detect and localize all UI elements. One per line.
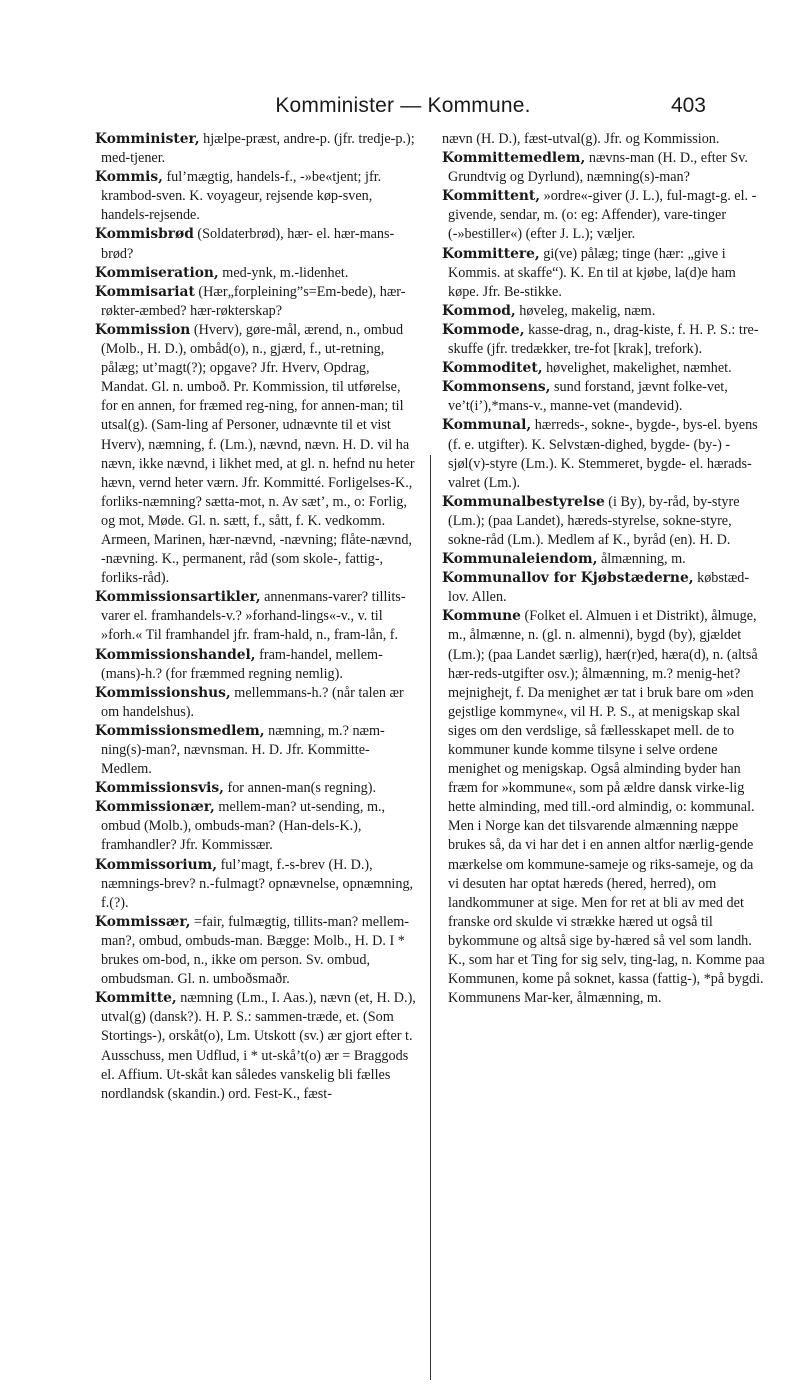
- definition: næmning (Lm., I. Aas.), nævn (et, H. D.), utval(g) (dansk?). H. P. S.: sammen-træde, et. (Som Stortings-), orskåt(o), Lm. Utskott (sv.) ær gjort efter t. Ausschuss, men Udflud, i * ut-skå’t(o) ær = Braggods el. Affium. Ut-skåt kan således vanskelig bli fælles nordlandsk (skandin.) ord. Fest-K., fæst-: [101, 990, 416, 1102]
- dictionary-entry: [95, 130, 417, 168]
- definition: fram-handel, mellem-(mans)-h.? (for fræmmed regning nemlig).: [101, 646, 383, 682]
- definition: =fair, fulmægtig, tillits-man? mellem-man?, ombud, ombuds-man. Bægge: Molb., H. D. I * brukes om-bod, n., ikke om person. Sv. ombud, ombudsman. Gl. n. umboðsmaðr.: [101, 913, 410, 988]
- definition: (Hær„forpleining”s=Em-bede), hær-røkter-æmbed? hær-røkterskap?: [101, 283, 406, 319]
- definition: »ordre«-giver (J. L.), ful-magt-g. el. -givende, sendar, m. (o: eg: Affender), vare-tinger (-»bestiller«) (efter J. L.); væljer.: [448, 188, 757, 243]
- headword: Kommoditet,: [442, 360, 543, 377]
- headword: Kommissionshus,: [95, 684, 231, 701]
- headword: Kommissær,: [95, 913, 191, 930]
- dictionary-entry: [95, 264, 417, 283]
- dictionary-entry: [95, 684, 417, 722]
- dictionary-entry: [95, 321, 417, 588]
- headword: Kommissionsvis,: [95, 780, 224, 797]
- dictionary-entry: [442, 302, 766, 321]
- dictionary-entry: [95, 856, 417, 913]
- headword: Kommod,: [442, 302, 516, 319]
- dictionary-entry: [95, 588, 417, 645]
- dictionary-entry: [442, 321, 766, 359]
- dictionary-entry: [442, 569, 766, 607]
- column-divider: [430, 455, 431, 1380]
- dictionary-entry: [442, 378, 766, 416]
- headword: Komminister,: [95, 131, 200, 147]
- dictionary-entry: [95, 913, 417, 989]
- right-column: [442, 130, 766, 1008]
- definition: annenmans-varer? tillits-varer el. framhandels-v.? »forhand-lings«-v., v. til »forh.« Til framhandel jfr. fram-hald, n., fram-lån, f.: [101, 589, 406, 644]
- dictionary-entry: [95, 225, 417, 263]
- headword: Kommissionær,: [95, 799, 215, 816]
- definition: mellemmans-h.? (når talen ær om handelshus).: [101, 684, 404, 720]
- headword: Kommiseration,: [95, 264, 219, 281]
- headword: Kommittere,: [442, 245, 540, 262]
- definition: hjælpe-præst, andre-p. (jfr. tredje-p.); med-tjener.: [101, 131, 415, 167]
- headword: Kommittemedlem,: [442, 150, 586, 167]
- left-column: [95, 130, 417, 1104]
- definition: med-ynk, m.-lidenhet.: [218, 264, 349, 281]
- definition: høveleg, makelig, næm.: [515, 302, 656, 319]
- definition: hærreds-, sokne-, bygde-, bys-el. byens (f. e. utgifter). K. Selvstæn-dighed, bygde- (by-) -sjøl(v)-styre (Lm.). K. Stemmeret, bygde- el. hærads-valret (Lm.).: [448, 417, 758, 491]
- dictionary-entry: [442, 187, 766, 244]
- dictionary-entry: [442, 130, 766, 149]
- headword: Kommittent,: [442, 188, 541, 205]
- headword: Kommissionsartikler,: [95, 589, 261, 606]
- headword: Kommissorium,: [95, 856, 218, 873]
- dictionary-entry: [95, 283, 417, 321]
- headword: Kommode,: [442, 321, 525, 338]
- dictionary-entry: [95, 722, 417, 779]
- definition: kasse-drag, n., drag-kiste, f. H. P. S.: tre-skuffe (jfr. tredækker, tre-fot [krak], trefork).: [448, 321, 759, 358]
- page-title: Komminister — Kommune.: [275, 94, 531, 117]
- definition: sund forstand, jævnt folke-vet, ve’t(i’),*mans-v., manne-vet (mandevid).: [448, 379, 728, 415]
- headword: Kommunaleiendom,: [442, 551, 598, 568]
- headword: Kommisariat: [95, 283, 195, 300]
- definition: ful’magt, f.-s-brev (H. D.), næmnings-brev? n.-fulmagt? opnævnelse, opnæmning, f.(?).: [101, 856, 414, 911]
- dictionary-entry: [442, 359, 766, 378]
- dictionary-entry: [442, 550, 766, 569]
- definition: nævn (H. D.), fæst-utval(g). Jfr. og Kommission.: [442, 131, 720, 147]
- headword: Kommis,: [95, 169, 163, 186]
- headword: Kommunallov for Kjøbstæderne,: [442, 570, 694, 587]
- dictionary-entry: [95, 989, 417, 1104]
- definition: (Hverv), gøre-mål, ærend, n., ombud (Molb., H. D.), ombåd(o), n., gjærd, f., ut-retning, pålæg; ut’magt(?); opgave? Jfr. Hverv, Opdrag, Mandat. Gl. n. umboð. Pr. Kommission, til utførelse, for en annen, for fræmed reg-ning, for annen-man; til utsal(g). (Sam-ling af Personer, udnævnte til et vist Hverv), næmning, f. (Lm.), nævnd, nævn. H. D. vil ha nævn, ikke nævnd, i likhet med, at gl. n. hefnd nu heter hævn, vernd heter værn. Jfr. Kommitté. Forligelses-K., forliks-næmning? sætta-mot, n. Av sæt’, m., o: Forlig, og mot, Møde. Gl. n. sætt, f., sått, f. K. vedkomm. Armeen, Marinen, hær-nævnd, -nævning; flåte-nævnd, -nævning. K., permanent, råd (som skole-, fattig-, forliks-råd).: [101, 321, 415, 587]
- headword: Kommunalbestyrelse: [442, 493, 605, 510]
- definition: høvelighet, makelighet, næmhet.: [542, 360, 732, 377]
- dictionary-entry: [442, 245, 766, 302]
- headword: Kommunal,: [442, 417, 532, 434]
- headword: Kommissionsmedlem,: [95, 722, 265, 739]
- headword: Kommission: [95, 321, 191, 338]
- headword: Kommisbrød: [95, 226, 194, 243]
- definition: købstæd-lov. Allen.: [448, 570, 750, 606]
- definition: (Folket el. Almuen i et Distrikt), ålmuge, m., ålmænne, n. (gl. n. almenni), bygd (by), gjældet (Lm.); (paa Landet særlig), hær(r)ed, hæra(d), n. (altså hær-reds-utgifter osv.); ålmænning, m.? menig-het? mejnighejt, f. Da menighet ær tat i bruk bare om »den gejstlige kommyne«, vil H. P. S., at menigskap skal siges om den verdslige, så fællesskapet mell. de to kommuner kunde komme tilsyne i selve ordene menighet og menigskap. Også alminding byder han fræm for »kommune«, som på ældre dansk virke-lig hette alminding, med till.-ord almindig, o: kommunal. Men i Norge kan det tilsvarende almænning næppe brukes så, da vi har det i en annen altfor nærlig-gende mærkelse om kommune-sameje og riks-sameje, og da vi desuten har optat hæreds (hered, herred), om landkommuner at sige. Men for ret at bli av med det franske ord skulde vi strække hæred ut også til bykommune og altså sige by-hæred så vel som landh. K., som har et Ting for sig selv, ting-lag, n. Komme paa Kommunen, kome på soknet, kassa (fattig-), *på bygdi. Kommunens Mar-ker, ålmænning, m.: [448, 608, 765, 1007]
- definition: ålmænning, m.: [597, 551, 686, 568]
- running-head: [0, 94, 806, 124]
- definition: ful’mægtig, handels-f., -»be«tjent; jfr. krambod-sven. K. voyageur, rejsende køp-sven, handels-rejsende.: [101, 169, 382, 224]
- definition: næmning, m.? næm-ning(s)-man?, nævnsman. H. D. Jfr. Kommitte-Medlem.: [101, 722, 385, 778]
- definition: (i By), by-råd, by-styre (Lm.); (paa Landet), hæreds-styrelse, sokne-styre, sokne-råd (Lm.). Medlem af K., byråd (en). H. D.: [448, 493, 740, 548]
- dictionary-entry: [95, 779, 417, 798]
- dictionary-entry: [442, 607, 766, 1008]
- headword: Kommonsens,: [442, 379, 551, 396]
- definition: mellem-man? ut-sending, m., ombud (Molb.), ombuds-man? (Han-dels-K.), framhandler? Jfr. Kommissær.: [101, 799, 386, 854]
- dictionary-entry: [442, 149, 766, 187]
- dictionary-entry: [95, 798, 417, 855]
- headword: Kommitte,: [95, 990, 177, 1007]
- page-number: 403: [670, 94, 706, 117]
- dictionary-entry: [442, 493, 766, 550]
- definition: nævns-man (H. D., efter Sv. Grundtvig og Dyrlund), næmning(s)-man?: [448, 150, 748, 186]
- dictionary-entry: [95, 646, 417, 684]
- dictionary-entry: [95, 168, 417, 225]
- headword: Kommune: [442, 608, 521, 625]
- definition: (Soldaterbrød), hær- el. hær-mans-brød?: [101, 226, 395, 262]
- dictionary-entry: [442, 416, 766, 492]
- headword: Kommissionshandel,: [95, 646, 256, 663]
- definition: gi(ve) pålæg; tinge (hær: „give i Kommis. at skaffe“). K. En til at kjøbe, la(d)e ham køpe. Jfr. Be-stikke.: [448, 245, 736, 300]
- definition: for annen-man(s regning).: [223, 780, 377, 797]
